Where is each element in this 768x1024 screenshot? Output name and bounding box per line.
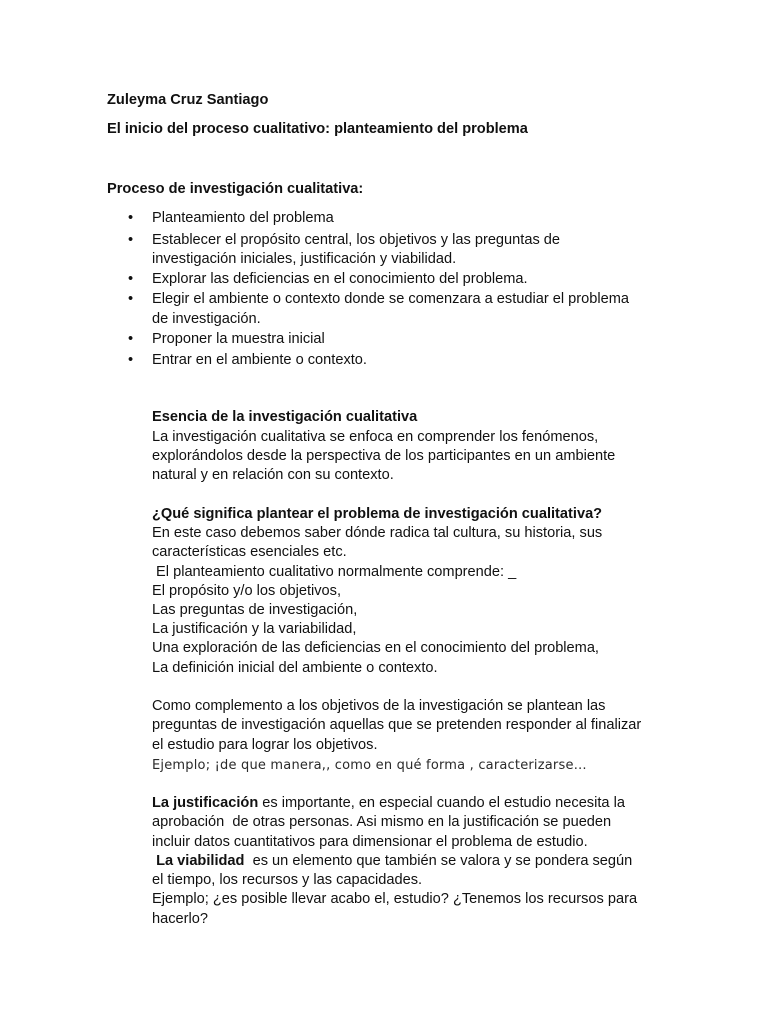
paragraph-line: Ejemplo; ¿es posible llevar acabo el, estudio? ¿Tenemos los recursos para	[152, 891, 638, 907]
list-item-continuation: de investigación.	[152, 311, 261, 327]
document-title: El inicio del proceso cualitativo: planteamiento del problema	[107, 121, 528, 137]
justificacion-label: La justificación	[152, 795, 259, 811]
list-item: Explorar las deficiencias en el conocimiento del problema.	[152, 271, 528, 287]
example-line: Ejemplo; ¡de que manera,, como en qué forma , caracterizarse…	[152, 758, 587, 773]
viabilidad-label: La viabilidad	[156, 853, 245, 869]
bullet-glyph: •	[128, 232, 134, 248]
paragraph-line: características esenciales etc.	[152, 544, 347, 560]
paragraph-line: hacerlo?	[152, 911, 208, 927]
bullet-glyph: •	[128, 331, 134, 347]
paragraph-line: preguntas de investigación aquellas que se pretenden responder al finalizar	[152, 717, 642, 733]
bullet-glyph: •	[128, 291, 134, 307]
paragraph-line: explorándolos desde la perspectiva de los participantes en un ambiente	[152, 448, 616, 464]
bullet-glyph: •	[128, 210, 134, 226]
bullet-glyph: •	[128, 352, 134, 368]
list-item: Planteamiento del problema	[152, 210, 334, 226]
paragraph-line: aprobación de otras personas. Asi mismo en la justificación se pueden	[152, 814, 612, 830]
section-heading-proceso: Proceso de investigación cualitativa:	[107, 181, 364, 197]
list-item: Proponer la muestra inicial	[152, 331, 325, 347]
list-item: Entrar en el ambiente o contexto.	[152, 352, 367, 368]
viabilidad-line	[152, 852, 632, 871]
paragraph-line: En este caso debemos saber dónde radica tal cultura, su historia, sus	[152, 525, 603, 541]
list-item: Elegir el ambiente o contexto donde se comenzara a estudiar el problema	[152, 291, 630, 307]
bullet-glyph: •	[128, 271, 134, 287]
paragraph-line: Como complemento a los objetivos de la investigación se plantean las	[152, 698, 606, 714]
section-heading-esencia: Esencia de la investigación cualitativa	[152, 409, 418, 425]
paragraph-line: El propósito y/o los objetivos,	[152, 583, 342, 599]
viabilidad-text: es un elemento que también se valora y se pondera según	[244, 853, 633, 869]
justificacion-line	[152, 794, 625, 813]
paragraph-line: incluir datos cuantitativos para dimensionar el problema de estudio.	[152, 834, 588, 850]
author-name: Zuleyma Cruz Santiago	[107, 92, 269, 108]
paragraph-line: La investigación cualitativa se enfoca en comprender los fenómenos,	[152, 429, 599, 445]
list-item: Establecer el propósito central, los objetivos y las preguntas de	[152, 232, 561, 248]
paragraph-line: La definición inicial del ambiente o contexto.	[152, 660, 438, 676]
paragraph-line: Las preguntas de investigación,	[152, 602, 358, 618]
paragraph-line: natural y en relación con su contexto.	[152, 467, 394, 483]
list-item-continuation: investigación iniciales, justificación y viabilidad.	[152, 251, 457, 267]
paragraph-line: Una exploración de las deficiencias en el conocimiento del problema,	[152, 640, 599, 656]
paragraph-line: el estudio para lograr los objetivos.	[152, 737, 378, 753]
paragraph-line: El planteamiento cualitativo normalmente comprende: _	[152, 564, 517, 580]
paragraph-line: La justificación y la variabilidad,	[152, 621, 357, 637]
section-heading-plantear: ¿Qué significa plantear el problema de investigación cualitativa?	[152, 506, 603, 522]
paragraph-line: el tiempo, los recursos y las capacidades.	[152, 872, 423, 888]
justificacion-text: es importante, en especial cuando el estudio necesita la	[258, 795, 625, 811]
